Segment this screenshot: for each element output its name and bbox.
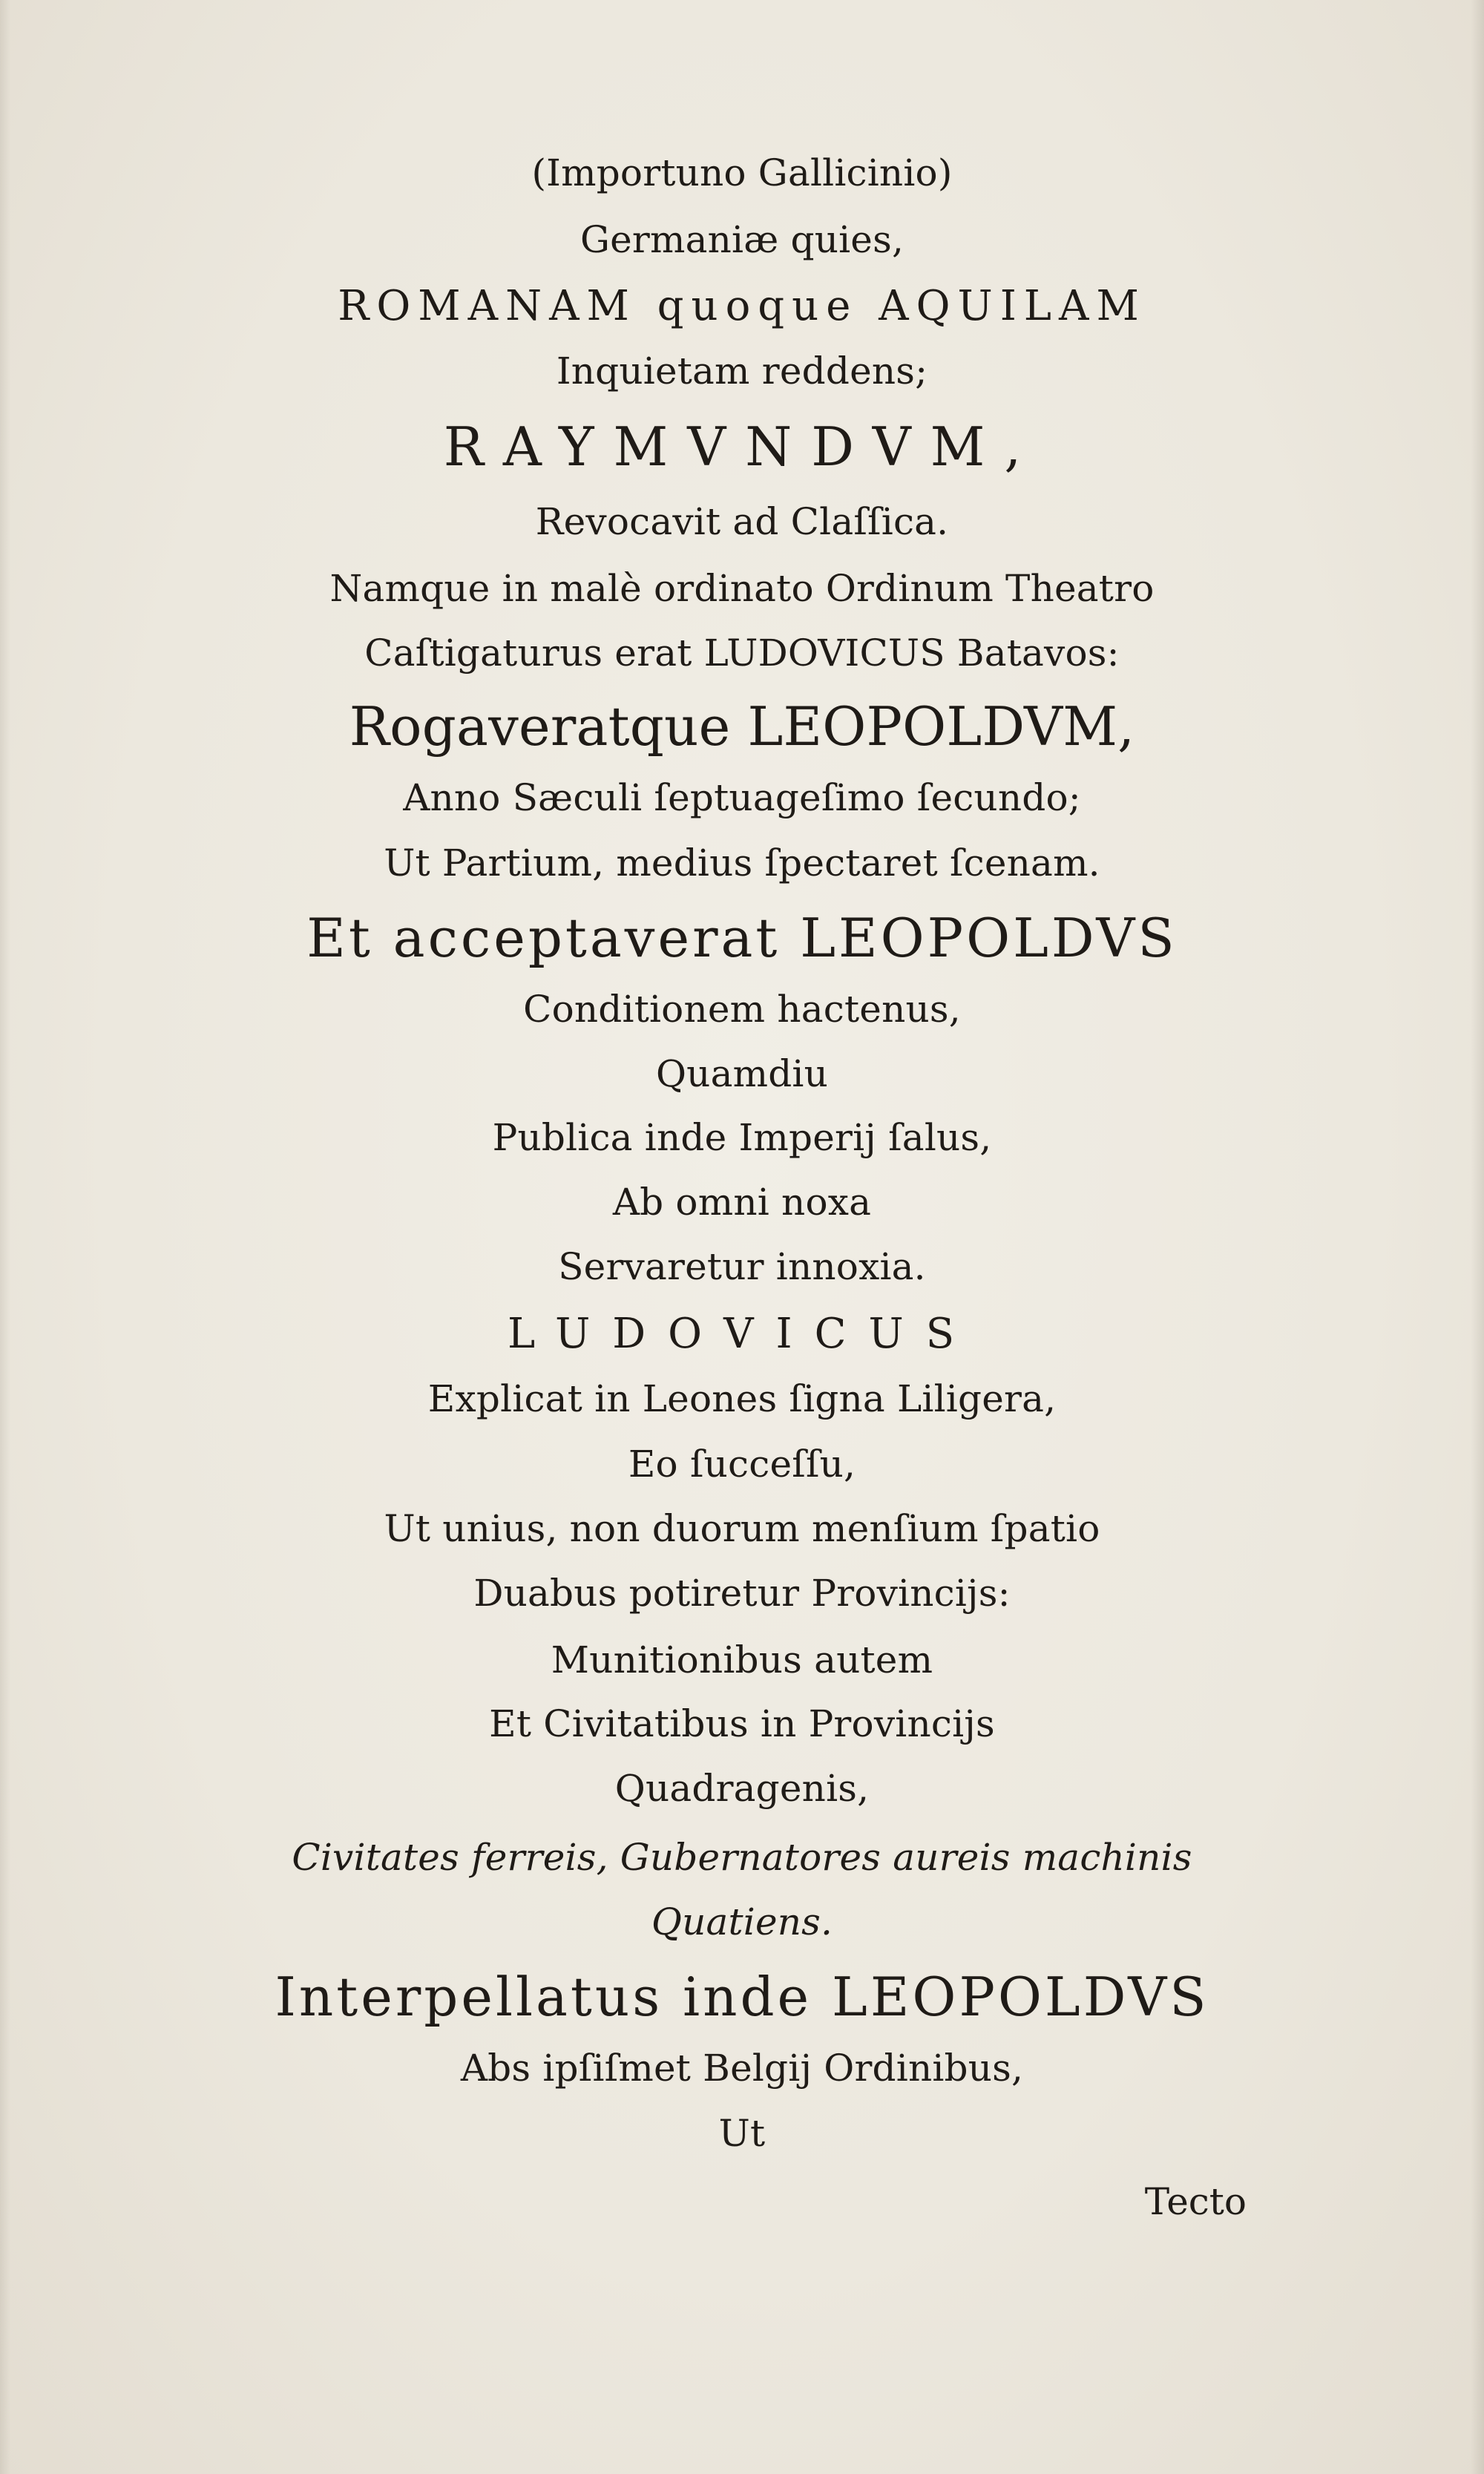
- text-line: (Importuno Gallicinio): [531, 151, 953, 194]
- text-line: Namque in malè ordinato Ordinum Theatro: [329, 567, 1155, 610]
- text-line: Et Civitatibus in Provincijs: [489, 1702, 995, 1745]
- text-line: Quadragenis,: [614, 1767, 870, 1810]
- text-line: Abs ipſiſmet Belgij Ordinibus,: [460, 2047, 1024, 2090]
- text-line: ROMANAM quoque AQUILAM: [338, 282, 1146, 330]
- text-line: Ut unius, non duorum menſium ſpatio: [384, 1507, 1100, 1550]
- text-line: Quamdiu: [655, 1052, 828, 1095]
- text-line: Quatiens.: [651, 1900, 833, 1943]
- text-line: Duabus potiretur Provincijs:: [473, 1572, 1011, 1615]
- text-line: Civitates ferreis, Gubernatores aureis machinis: [292, 1836, 1192, 1879]
- text-line: Rogaveratque LEOPOLDVM,: [349, 695, 1135, 758]
- text-line: RAYMVNDVM,: [443, 416, 1041, 478]
- text-line: Explicat in Leones ſigna Liligera,: [427, 1377, 1057, 1420]
- text-line: Revocavit ad Claſſica.: [535, 500, 949, 543]
- text-line: Munitionibus autem: [551, 1638, 933, 1681]
- text-line: Anno Sæculi ſeptuageſimo ſecundo;: [403, 776, 1081, 819]
- text-line: Eo ſucceſſu,: [628, 1443, 856, 1486]
- text-line: Publica inde Imperij ſalus,: [492, 1116, 992, 1159]
- text-line: LUDOVICUS: [507, 1310, 977, 1358]
- text-line: Ab omni noxa: [612, 1181, 872, 1224]
- catchword: Tecto: [1144, 2180, 1247, 2223]
- text-line: Ut: [718, 2112, 766, 2155]
- text-line: Inquietam reddens;: [556, 350, 928, 393]
- text-line: Caſtigaturus erat LUDOVICUS Batavos:: [364, 631, 1120, 675]
- text-line: Conditionem hactenus,: [523, 988, 961, 1031]
- text-line: Interpellatus inde LEOPOLDVS: [275, 1966, 1209, 2028]
- text-line: Ut Partium, medius ſpectaret ſcenam.: [384, 841, 1100, 885]
- text-line: Et acceptaverat LEOPOLDVS: [306, 907, 1178, 969]
- text-line: Servaretur innoxia.: [558, 1245, 926, 1288]
- text-line: Germaniæ quies,: [580, 218, 904, 261]
